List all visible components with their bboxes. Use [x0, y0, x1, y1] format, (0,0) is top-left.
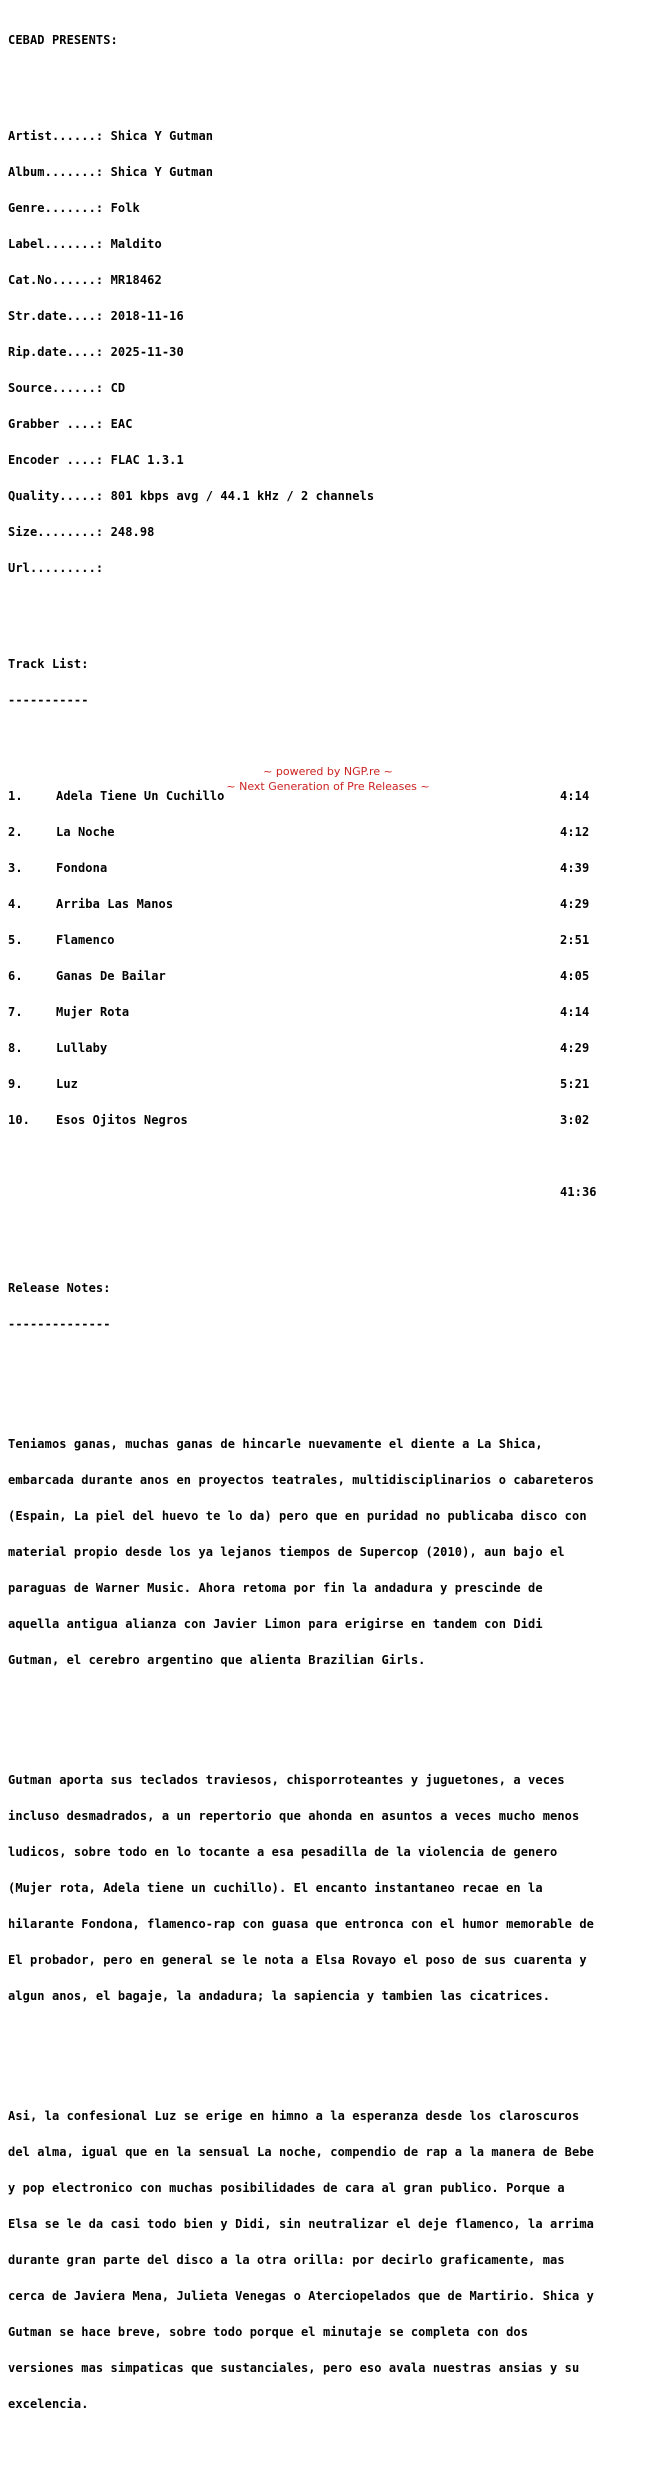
track-title: La Noche [56, 825, 115, 839]
notes-line: hilarante Fondona, flamenco-rap con guasa que entronca con el humor memorable de [8, 1917, 594, 1931]
info-value: Maldito [110, 237, 162, 251]
info-value: Shica Y Gutman [110, 129, 214, 143]
notes-line: durante gran parte del disco a la otra orilla: por decirlo graficamente, mas [8, 2253, 565, 2267]
info-value: 801 kbps avg / 44.1 kHz / 2 channels [110, 489, 375, 503]
info-line [8, 382, 656, 394]
notes-underline: -------------- [8, 1317, 111, 1331]
track-time: 4:29 [560, 897, 590, 911]
track-row [8, 1114, 656, 1126]
track-time: 4:14 [560, 1005, 590, 1019]
info-line [8, 526, 656, 538]
track-title: Adela Tiene Un Cuchillo [56, 789, 225, 803]
track-list [8, 766, 656, 1222]
info-block [8, 106, 656, 598]
info-value: Folk [110, 201, 140, 215]
track-time: 4:39 [560, 861, 590, 875]
track-row [8, 862, 656, 874]
release-notes [8, 1390, 656, 2458]
track-title: Luz [56, 1077, 78, 1091]
info-label: Source......: [8, 381, 104, 395]
track-number: 4. [8, 897, 23, 911]
track-title: Lullaby [56, 1041, 108, 1055]
track-number: 5. [8, 933, 23, 947]
info-value: 248.98 [110, 525, 155, 539]
track-row [8, 1078, 656, 1090]
notes-line: material propio desde los ya lejanos tiempos de Supercop (2010), aun bajo el [8, 1545, 565, 1559]
track-title: Arriba Las Manos [56, 897, 174, 911]
info-line [8, 562, 656, 574]
notes-line: Teniamos ganas, muchas ganas de hincarle nuevamente el diente a La Shica, [8, 1437, 543, 1451]
track-number: 3. [8, 861, 23, 875]
track-time: 2:51 [560, 933, 590, 947]
info-line [8, 310, 656, 322]
track-time: 4:05 [560, 969, 590, 983]
track-time: 4:29 [560, 1041, 590, 1055]
info-label: Label.......: [8, 237, 104, 251]
track-title: Esos Ojitos Negros [56, 1113, 188, 1127]
notes-line: incluso desmadrados, a un repertorio que ahonda en asuntos a veces mucho menos [8, 1809, 580, 1823]
info-line [8, 274, 656, 286]
info-label: Url.........: [8, 561, 104, 575]
notes-line: y pop electronico con muchas posibilidades de cara al gran publico. Porque a [8, 2181, 565, 2195]
track-time: 3:02 [560, 1113, 590, 1127]
track-row [8, 934, 656, 946]
track-number: 1. [8, 789, 23, 803]
info-label: Grabber ....: [8, 417, 104, 431]
info-label: Album.......: [8, 165, 104, 179]
info-value: 2025-11-30 [110, 345, 184, 359]
track-row [8, 1006, 656, 1018]
notes-line: versiones mas simpaticas que sustanciales, pero eso avala nuestras ansias y su [8, 2361, 580, 2375]
notes-paragraph-2 [8, 1750, 656, 2026]
track-title: Mujer Rota [56, 1005, 130, 1019]
notes-line: Gutman aporta sus teclados traviesos, chisporroteantes y juguetones, a veces [8, 1773, 565, 1787]
info-line [8, 454, 656, 466]
notes-line: embarcada durante anos en proyectos teatrales, multidisciplinarios o cabareteros [8, 1473, 594, 1487]
info-label: Cat.No......: [8, 273, 104, 287]
track-row [8, 826, 656, 838]
track-number: 9. [8, 1077, 23, 1091]
info-label: Encoder ....: [8, 453, 104, 467]
info-value: FLAC 1.3.1 [110, 453, 184, 467]
track-number: 2. [8, 825, 23, 839]
info-label: Quality.....: [8, 489, 104, 503]
info-label: Size........: [8, 525, 104, 539]
notes-line: Gutman, el cerebro argentino que alienta Brazilian Girls. [8, 1653, 426, 1667]
info-label: Str.date....: [8, 309, 104, 323]
notes-line: del alma, igual que en la sensual La noche, compendio de rap a la manera de Bebe [8, 2145, 594, 2159]
notes-line: (Espain, La piel del huevo te lo da) pero que en puridad no publicaba disco con [8, 1509, 587, 1523]
info-label: Genre.......: [8, 201, 104, 215]
info-line [8, 166, 656, 178]
footer-powered-by: ~ powered by NGP.re ~ [263, 765, 393, 778]
track-title: Flamenco [56, 933, 115, 947]
notes-line: ludicos, sobre todo en lo tocante a esa pesadilla de la violencia de genero [8, 1845, 558, 1859]
track-number: 8. [8, 1041, 23, 1055]
total-row [8, 1186, 656, 1198]
notes-line: (Mujer rota, Adela tiene un cuchillo). El encanto instantaneo recae en la [8, 1881, 543, 1895]
notes-line: algun anos, el bagaje, la andadura; la sapiencia y tambien las cicatrices. [8, 1989, 551, 2003]
notes-line: paraguas de Warner Music. Ahora retoma por fin la andadura y prescinde de [8, 1581, 543, 1595]
track-row [8, 898, 656, 910]
info-line [8, 238, 656, 250]
notes-line: El probador, pero en general se le nota a Elsa Rovayo el poso de sus cuarenta y [8, 1953, 587, 1967]
info-line [8, 202, 656, 214]
info-label: Rip.date....: [8, 345, 104, 359]
info-value: Shica Y Gutman [110, 165, 214, 179]
nfo-document [8, 10, 656, 2470]
info-value: CD [110, 381, 126, 395]
info-line [8, 130, 656, 142]
notes-paragraph-1 [8, 1414, 656, 1690]
tracklist-heading: Track List: [8, 657, 89, 671]
header-text: CEBAD PRESENTS: [8, 33, 118, 47]
track-row [8, 970, 656, 982]
track-title: Ganas De Bailar [56, 969, 166, 983]
notes-heading: Release Notes: [8, 1281, 111, 1295]
info-line [8, 346, 656, 358]
info-label: Artist......: [8, 129, 104, 143]
track-time: 5:21 [560, 1077, 590, 1091]
notes-line: Gutman se hace breve, sobre todo porque el minutaje se completa con dos [8, 2325, 529, 2339]
info-value: EAC [110, 417, 133, 431]
track-number: 10. [8, 1113, 30, 1127]
track-time: 4:12 [560, 825, 590, 839]
notes-paragraph-3 [8, 2086, 656, 2434]
total-time: 41:36 [560, 1185, 597, 1199]
track-number: 6. [8, 969, 23, 983]
info-value: MR18462 [110, 273, 162, 287]
track-time: 4:14 [560, 789, 590, 803]
footer-tagline: ~ Next Generation of Pre Releases ~ [226, 780, 430, 793]
info-line [8, 418, 656, 430]
notes-line: excelencia. [8, 2397, 89, 2411]
track-row [8, 1042, 656, 1054]
track-title: Fondona [56, 861, 108, 875]
info-line [8, 490, 656, 502]
notes-line: Elsa se le da casi todo bien y Didi, sin neutralizar el deje flamenco, la arrima [8, 2217, 594, 2231]
notes-line: Asi, la confesional Luz se erige en himno a la esperanza desde los claroscuros [8, 2109, 580, 2123]
track-number: 7. [8, 1005, 23, 1019]
notes-line: aquella antigua alianza con Javier Limon para erigirse en tandem con Didi [8, 1617, 543, 1631]
notes-line: cerca de Javiera Mena, Julieta Venegas o Aterciopelados que de Martirio. Shica y [8, 2289, 594, 2303]
tracklist-underline: ----------- [8, 693, 89, 707]
info-value: 2018-11-16 [110, 309, 184, 323]
